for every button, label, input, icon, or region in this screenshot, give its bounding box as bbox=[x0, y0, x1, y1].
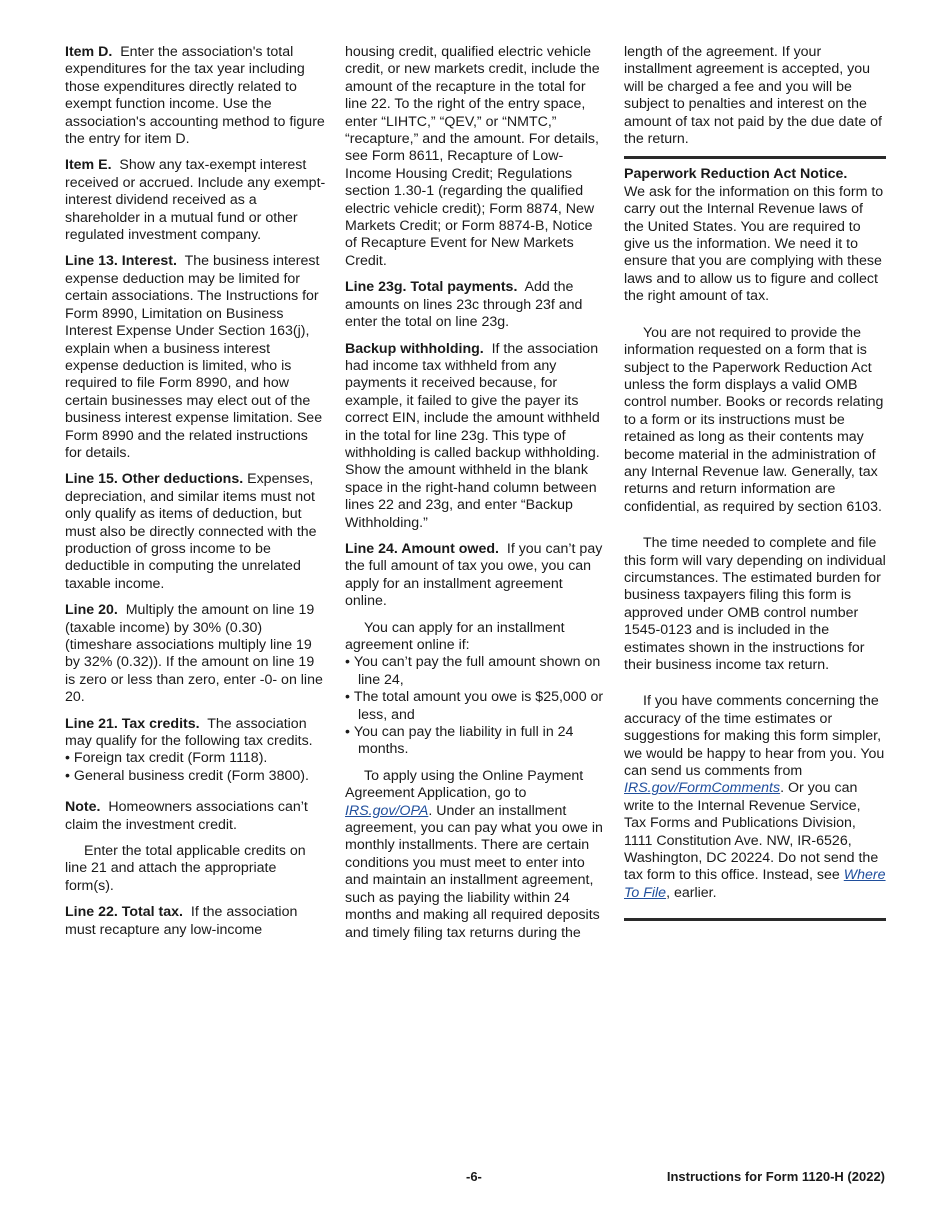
line22-heading: Line 22. Total tax. bbox=[65, 904, 183, 921]
enter-credits-paragraph: Enter the total applicable credits on line 21 and attach the appropriate form(s). bbox=[65, 843, 306, 894]
item-d-heading: Item D. bbox=[65, 44, 113, 60]
line22-text: If the association must recapture any low-income bbox=[65, 904, 298, 938]
irs-form-comments-link[interactable]: IRS.gov/FormComments bbox=[624, 780, 781, 797]
note-heading: Note. bbox=[65, 799, 101, 816]
where-to-file-link[interactable]: Where To File bbox=[624, 867, 886, 901]
column-2 bbox=[345, 44, 607, 951]
apply-intro-paragraph: You can apply for an installment agreement online if: bbox=[345, 619, 565, 653]
section-divider bbox=[624, 156, 886, 159]
line20-text: Multiply the amount on line 19 (taxable income) by 30% (0.30) (timeshare associations multiply line 19 by 32% (0.32)). If the amount on line 19 is zero or less than zero, enter -0- on line 20. bbox=[65, 602, 323, 706]
column-3 bbox=[624, 44, 886, 921]
line13-paragraph bbox=[65, 253, 327, 462]
paperwork-reduction-heading: Paperwork Reduction Act Notice. bbox=[624, 166, 848, 183]
time-needed-paragraph: The time needed to complete and file this form will vary depending on individual circumstances. The estimated burden for business taxpayers filing this form is approved under OMB control number 1545-0123 and is included in the estimates shown in the instructions for their business income tax return. bbox=[624, 535, 886, 673]
page-number: -6- bbox=[466, 1169, 482, 1184]
item-d-paragraph bbox=[65, 44, 327, 148]
line20-heading: Line 20. bbox=[65, 602, 118, 619]
line23g-paragraph bbox=[345, 279, 607, 331]
line13-heading: Line 13. Interest. bbox=[65, 253, 177, 270]
line15-paragraph bbox=[65, 471, 327, 593]
comments-text-before: If you have comments concerning the accuracy of the time estimates or suggestions for making this form simpler, we would be happy to hear from you. You can send us comments from bbox=[624, 693, 885, 780]
line15-text: Expenses, depreciation, and similar items must not only qualify as items of deduction, but must also be directly connected with the production of gross income to be deductible in computing the unrelated taxable income. bbox=[65, 471, 317, 592]
list-item: • Foreign tax credit (Form 1118). bbox=[65, 750, 327, 767]
comments-paragraph bbox=[624, 693, 886, 902]
opa-text-before: To apply using the Online Payment Agreement Application, go to bbox=[345, 767, 584, 802]
not-required-paragraph: You are not required to provide the information requested on a form that is subject to the Paperwork Reduction Act unless the form displays a valid OMB control number. Books or records relating to a form or its instructions must be retained as long as their contents may become material in the administration of any Internal Revenue law. Generally, tax returns and return information are confidential, as required by section 6103. bbox=[624, 324, 884, 515]
list-item: • The total amount you owe is $25,000 or less, and bbox=[345, 689, 607, 724]
line21-text: The association may qualify for the following tax credits. bbox=[65, 715, 313, 750]
item-e-text: Show any tax-exempt interest received or accrued. Include any exempt-interest dividend received as a shareholder in a mutual fund or other regulated investment company. bbox=[65, 157, 326, 244]
line22-continued-paragraph: housing credit, qualified electric vehicle credit, or new markets credit, include the amount of the recapture in the total for line 22. To the right of the entry space, enter “LIHTC,” “QEV,” or “NMTC,” “recapture,” and the amount. For details, see Form 8611, Recapture of Low-Income Housing Credit; Regulations section 1.30-1 (regarding the qualified electric vehicle credit); Form 8874, New Markets Credit; or Form 8874-B, Notice of Recapture Event for New Markets Credit. bbox=[345, 44, 600, 269]
backup-withholding-text: If the association had income tax withheld from any payments it received because, for example, it failed to give the payer its correct EIN, include the amount withheld in the total for line 23g. This type of withholding is called backup withholding. Show the amount withheld in the blank space in the right-hand column between lines 22 and 23g, and enter “Backup Withholding.” bbox=[345, 340, 600, 531]
agreement-continued-paragraph: length of the agreement. If your installment agreement is accepted, you will be charged a fee and you will be subject to penalties and interest on the amount of tax not paid by the due date of the return. bbox=[624, 44, 882, 148]
note-text: Homeowners associations can’t claim the investment credit. bbox=[65, 799, 308, 833]
list-item: • General business credit (Form 3800). bbox=[65, 768, 327, 785]
line20-paragraph bbox=[65, 602, 327, 706]
line15-heading: Line 15. Other deductions. bbox=[65, 471, 244, 488]
note-paragraph bbox=[65, 799, 327, 834]
line24-heading: Line 24. Amount owed. bbox=[345, 540, 499, 557]
list-item: • You can’t pay the full amount shown on line 24, bbox=[345, 654, 607, 689]
opa-paragraph bbox=[345, 768, 607, 942]
section-end-divider bbox=[624, 918, 886, 921]
line24-text: If you can’t pay the full amount of tax you owe, you can apply for an installment agreement online. bbox=[345, 540, 603, 610]
comments-text-end: , earlier. bbox=[666, 884, 717, 901]
paperwork-reduction-paragraph bbox=[624, 166, 886, 305]
item-d-text: Enter the association's total expenditures for the tax year including those expenditures directly related to exempt function income. Use the association's accounting method to figure the entry for item D. bbox=[65, 44, 325, 148]
form-title-footer: Instructions for Form 1120-H (2022) bbox=[666, 1169, 885, 1184]
line24-paragraph bbox=[345, 541, 607, 611]
backup-withholding-paragraph bbox=[345, 341, 607, 532]
item-e-paragraph bbox=[65, 157, 327, 244]
line22-paragraph bbox=[65, 904, 327, 939]
column-1 bbox=[65, 44, 327, 948]
comments-text-middle: . Or you can write to the Internal Revenue Service, Tax Forms and Publications Division, 1111 Constitution Ave. NW, IR-6526, Washington, DC 20224. Do not send the tax form to this office. Instead, see bbox=[624, 780, 879, 884]
line23g-heading: Line 23g. Total payments. bbox=[345, 279, 518, 296]
irs-opa-link[interactable]: IRS.gov/OPA bbox=[345, 802, 429, 819]
line13-text: The business interest expense deduction may be limited for certain associations. The Instructions for Form 8990, Limitation on Business Interest Expense Under Section 163(j), explain when a business interest expense deduction is limited, who is required to file Form 8990, and how certain businesses may elect out of the business interest expense limitation. See Form 8990 and the related instructions for details. bbox=[65, 253, 323, 461]
line23g-text: Add the amounts on lines 23c through 23f and enter the total on line 23g. bbox=[345, 279, 583, 331]
opa-text-after: . Under an installment agreement, you can pay what you owe in monthly installments. There are certain conditions you must meet to enter into and maintain an installment agreement, such as paying the liability within 24 months and making all required deposits and timely filing tax returns during the bbox=[345, 802, 603, 941]
line21-paragraph bbox=[65, 716, 327, 751]
item-e-heading: Item E. bbox=[65, 157, 112, 174]
paperwork-reduction-text: We ask for the information on this form to carry out the Internal Revenue laws of the United States. You are required to give us the information. We need it to ensure that you are complying with these laws and to allow us to figure and collect the right amount of tax. bbox=[624, 183, 884, 305]
list-item: • You can pay the liability in full in 24 months. bbox=[345, 724, 607, 759]
backup-withholding-heading: Backup withholding. bbox=[345, 340, 484, 357]
line21-heading: Line 21. Tax credits. bbox=[65, 715, 200, 732]
